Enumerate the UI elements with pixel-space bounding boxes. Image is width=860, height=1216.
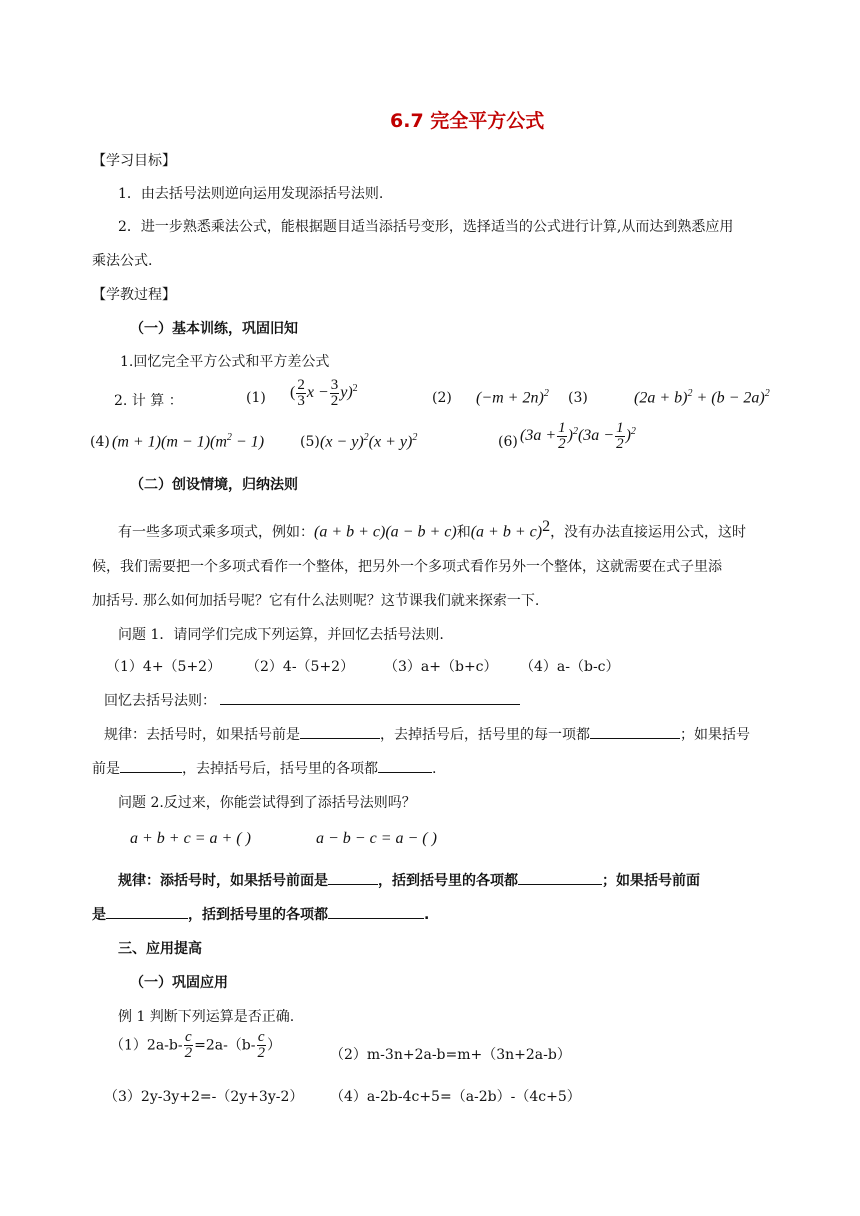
blank-2[interactable] bbox=[590, 724, 680, 739]
part3-subheader: （一）巩固应用 bbox=[130, 975, 228, 991]
rule1-line2: 前是 ，去掉括号后，括号里的各项都 . bbox=[92, 758, 436, 778]
example-1: 例 1 判断下列运算是否正确. bbox=[118, 1009, 295, 1025]
problem-6-label: (6) bbox=[498, 434, 518, 450]
problem-4-expr: $(m + 1)(m - 1)(m^2 - 1)$ bbox=[112, 432, 265, 451]
problem-2-expr: $(-m + 2n)^2$ bbox=[476, 388, 549, 407]
process-header: 【学教过程】 bbox=[92, 287, 176, 303]
blank-8[interactable] bbox=[328, 904, 424, 919]
add-bracket-eq-1: a + b + c = a + ( ) bbox=[130, 830, 251, 847]
blank-6[interactable] bbox=[518, 870, 602, 885]
question-2: 问题 2.反过来，你能尝试得到了添括号法则吗？ bbox=[118, 795, 416, 811]
rule2-line1: 规律：添括号时，如果括号前面是 ，括到括号里的各项都 ；如果括号前面 bbox=[118, 870, 700, 890]
q1-item-1: （1）4+（5+2） bbox=[106, 659, 222, 675]
example-item-2: （2）m-3n+2a-b=m+（3n+2a-b） bbox=[330, 1047, 571, 1063]
example-item-1: （1）2a-b- $\frac{c}{2}$ =2a-（b- $\frac{c}{2}$ ） bbox=[110, 1029, 282, 1061]
problem-5-label: (5) bbox=[300, 434, 320, 450]
problem-6-expr: (3a + $\frac{1}{2}$ )$^2$(3a − $\frac{1}{2}$ )$^2$ bbox=[520, 420, 636, 452]
intro-line2: 候，我们需要把一个多项式看作一个整体，把另外一个多项式看作另外一个整体，这就需要在式子里添 bbox=[92, 559, 722, 575]
problem-4-label: (4) bbox=[90, 434, 110, 450]
problem-3-label: (3) bbox=[568, 390, 588, 406]
objective-2-line1: 2．进一步熟悉乘法公式，能根据题目适当添括号变形，选择适当的公式进行计算,从而达到熟悉应用 bbox=[118, 219, 734, 235]
recall-text: 1.回忆完全平方公式和平方差公式 bbox=[120, 354, 330, 370]
calc-label: 2. 计 算 ： bbox=[114, 393, 183, 409]
intro-line3: 加括号. 那么如何加括号呢？它有什么法则呢？这节课我们就来探索一下. bbox=[92, 593, 540, 609]
problem-5-expr: $(x - y)^2(x + y)^2$ bbox=[320, 432, 418, 451]
part2-header: （二）创设情境，归纳法则 bbox=[130, 477, 298, 493]
rule1-line1: 规律：去括号时，如果括号前是 ，去掉括号后，括号里的每一项都 ；如果括号 bbox=[104, 724, 750, 744]
blank-7[interactable] bbox=[106, 904, 188, 919]
part1-header: （一）基本训练，巩固旧知 bbox=[130, 321, 298, 337]
q1-item-2: （2）4-（5+2） bbox=[246, 659, 355, 675]
recall-rule-blank[interactable] bbox=[220, 690, 520, 705]
q1-item-3: （3）a+（b+c） bbox=[384, 659, 498, 675]
objective-2-line2: 乘法公式. bbox=[92, 253, 153, 269]
add-bracket-eq-2: a − b − c = a − ( ) bbox=[316, 830, 437, 847]
blank-3[interactable] bbox=[120, 758, 182, 773]
blank-5[interactable] bbox=[328, 870, 378, 885]
page-title: 6.7 完全平方公式 bbox=[390, 110, 545, 132]
question-1: 问题 1．请同学们完成下列运算，并回忆去括号法则. bbox=[118, 627, 444, 643]
blank-1[interactable] bbox=[300, 724, 380, 739]
blank-4[interactable] bbox=[378, 758, 432, 773]
part3-header: 三、应用提高 bbox=[118, 941, 202, 957]
problem-3-expr: $(2a + b)^2 + (b - 2a)^2$ bbox=[634, 388, 770, 407]
problem-2-label: (2) bbox=[432, 390, 452, 406]
problem-1-label: (1) bbox=[246, 390, 266, 406]
q1-item-4: （4）a-（b-c） bbox=[520, 659, 620, 675]
recall-rule: 回忆去括号法则： bbox=[104, 690, 520, 710]
rule2-line2: 是 ，括到括号里的各项都 . bbox=[92, 904, 429, 924]
example-item-3: （3）2y-3y+2=-（2y+3y-2） bbox=[104, 1089, 304, 1105]
example-item-4: （4）a-2b-4c+5=（a-2b）-（4c+5） bbox=[330, 1089, 581, 1105]
objectives-header: 【学习目标】 bbox=[92, 153, 176, 169]
intro-line1: 有一些多项式乘多项式，例如：(a + b + c)(a − b + c)和$(a + b + c)^2$，没有办法直接运用公式，这时 bbox=[118, 518, 747, 541]
objective-1: 1．由去括号法则逆向运用发现添括号法则. bbox=[118, 186, 384, 202]
problem-1-expr: ( $\frac{2}{3}$ x − $\frac{3}{2}$ y)$^2$ bbox=[290, 377, 358, 409]
